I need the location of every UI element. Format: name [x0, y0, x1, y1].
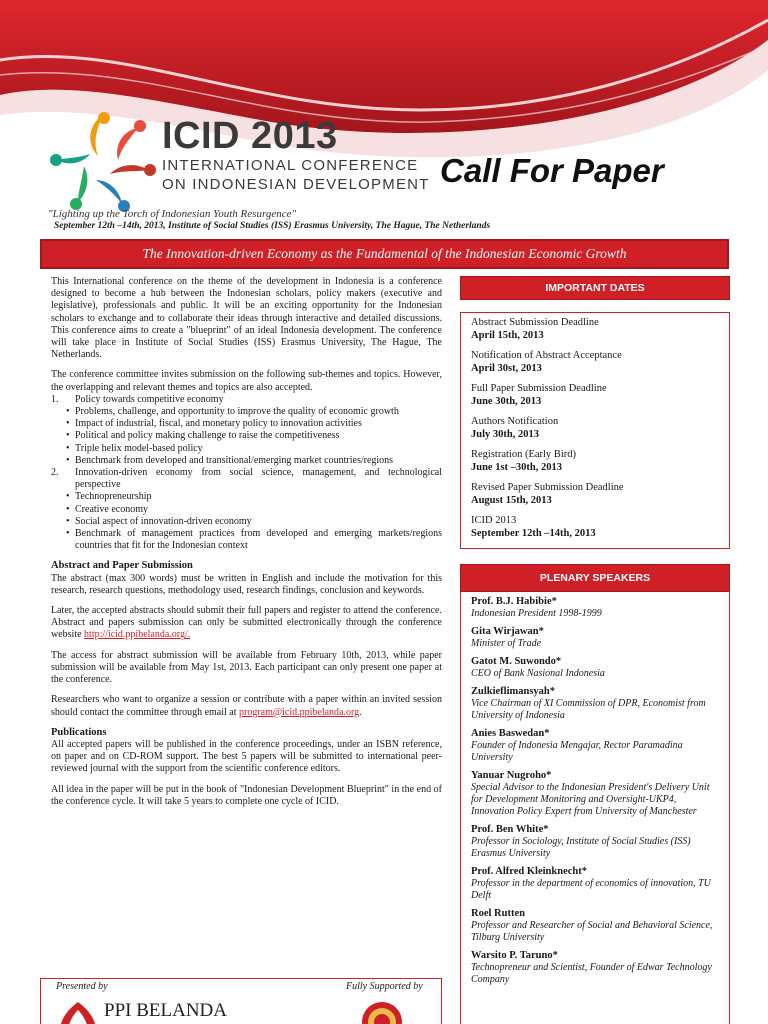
speaker-name: Anies Baswedan*: [471, 728, 550, 739]
date-label: Notification of Abstract Acceptance: [471, 350, 622, 361]
call-for-paper-title: Call For Paper: [440, 152, 664, 189]
speaker-role: Indonesian President 1998-1999: [471, 608, 602, 619]
plenary-speakers-box: [460, 592, 730, 1024]
speaker-name: Gita Wirjawan*: [471, 626, 544, 637]
ppi-belanda-logo-icon: [56, 998, 100, 1024]
publications-paragraph: All accepted papers will be published in the conference proceedings, under an ISBN reference, on paper and on CD-ROM support. The best 5 papers will be submitted to international peer-reviewed journal with the support from the scientific conference editors.: [51, 738, 442, 775]
date-label: Full Paper Submission Deadline: [471, 383, 607, 394]
date-value: July 30th, 2013: [471, 428, 539, 440]
speaker-item: [471, 866, 719, 902]
speaker-role: Special Advisor to the Indonesian President's Delivery Unit for Development Monitoring and Oversight-UKP4, Innovation Policy Expert from University of Manchester: [471, 782, 710, 817]
intro-paragraph: This International conference on the theme of the development in Indonesia is a conference designed to become a hub between the Indonesian scholars, policy makers (executive and legislative), professionals and public. It will be an exciting opportunity for the Indonesian scholars to exchange and to collaborate their ideas through interactive and detailed discussions. This conference aims to create a "blueprint" of an ideal Indonesia development. The conference will take place in Institute of Social Studies (ISS) Erasmus University, The Hague, The Netherlands.: [51, 276, 442, 361]
speaker-role: Vice Chairman of XI Commission of DPR, Economist from University of Indonesia: [471, 698, 706, 721]
speaker-name: Yanuar Nugroho*: [471, 770, 552, 781]
speaker-name: Prof. B.J. Habibie*: [471, 596, 557, 607]
venue-line: September 12th –14th, 2013, Institute of Social Studies (ISS) Erasmus University, The Hague, The Netherlands: [54, 221, 491, 231]
topic-list: [51, 491, 442, 552]
program-email-link[interactable]: program@icid.ppibelanda.org: [239, 706, 360, 718]
speaker-role: Technopreneur and Scientist, Founder of Edwar Technology Company: [471, 962, 712, 985]
invite-paragraph: The conference committee invites submission on the following sub-themes and topics. However, the overlapping and relevant themes and topics are also accepted.: [51, 369, 442, 393]
submission-paragraph: The abstract (max 300 words) must be written in English and include the motivation for this research, research questions, methodology used, research findings, conclusion and keywords.: [51, 572, 442, 596]
brand-subtitle-line1: INTERNATIONAL CONFERENCE: [162, 157, 419, 174]
topic-item: • Triple helix model-based policy: [51, 443, 442, 455]
submission-text: Later, the accepted abstracts should submit their full papers and register to attend the conference. Abstract and papers submission can only be submitted electronically through the conference website: [51, 605, 442, 641]
speaker-role: Minister of Trade: [471, 638, 542, 649]
date-value: August 15th, 2013: [471, 494, 552, 506]
topic-item: • Political and policy making challenge to raise the competitiveness: [51, 430, 442, 442]
speaker-item: [471, 770, 719, 818]
main-content: [51, 276, 442, 816]
topic-item: • Technopreneurship: [51, 491, 442, 503]
speaker-role: Professor in the department of economics of innovation, TU Delft: [471, 878, 711, 901]
conference-website-link[interactable]: http://icid.ppibelanda.org/.: [84, 629, 191, 641]
speaker-role: CEO of Bank Nasional Indonesia: [471, 668, 605, 679]
date-value: September 12th –14th, 2013: [471, 527, 596, 539]
date-value: April 30st, 2013: [471, 362, 542, 374]
theme-number: 1.: [51, 393, 59, 405]
theme-number: 2.: [51, 467, 59, 479]
theme-title: Innovation-driven economy from social science, management, and technological perspective: [75, 467, 442, 491]
topic-list: [51, 406, 442, 467]
session-text: Researchers who want to organize a session or contribute with a paper within an invited session should contact the committee through email at: [51, 694, 442, 718]
theme-item: [51, 394, 442, 467]
date-label: Registration (Early Bird): [471, 449, 576, 460]
topic-item: • Benchmark from developed and transitional/emerging market countries/regions: [51, 455, 442, 467]
presented-by-label: Presented by: [56, 981, 108, 992]
date-label: ICID 2013: [471, 515, 517, 526]
brand-block: [162, 116, 430, 194]
important-dates-box: [460, 312, 730, 549]
blueprint-paragraph: All idea in the paper will be put in the book of "Indonesian Development Blueprint" in the end of the conference cycle. It will take 5 years to complete one cycle of ICID.: [51, 783, 442, 807]
icid-logo-icon: [48, 104, 160, 216]
date-label: Authors Notification: [471, 416, 559, 427]
brand-title: ICID 2013: [162, 115, 338, 157]
date-item: [471, 449, 719, 474]
access-paragraph: The access for abstract submission will be available from February 10th, 2013, while paper submission will be available from May 1st, 2013. Each participant can only present one paper at the conference.: [51, 649, 442, 686]
topic-item: • Creative economy: [51, 504, 442, 516]
date-item: [471, 383, 719, 408]
tagline: "Lighting up the Torch of Indonesian Youth Resurgence": [48, 208, 297, 220]
session-paragraph: [51, 694, 442, 718]
date-item: [471, 350, 719, 375]
themes-list: [51, 394, 442, 553]
speaker-name: Zulkieflimansyah*: [471, 686, 556, 697]
ppi-belanda-name: PPI BELANDA: [104, 1000, 227, 1021]
speaker-name: Warsito P. Taruno*: [471, 950, 558, 961]
speaker-item: [471, 824, 719, 860]
date-label: Abstract Submission Deadline: [471, 317, 599, 328]
speaker-role: Professor and Researcher of Social and Behavioral Science, Tilburg University: [471, 920, 713, 943]
speaker-role: Founder of Indonesia Mengajar, Rector Paramadina University: [471, 740, 683, 763]
topic-item: • Problems, challenge, and opportunity to improve the quality of economic growth: [51, 406, 442, 418]
topic-item: • Social aspect of innovation-driven economy: [51, 516, 442, 528]
submission-heading: Abstract and Paper Submission: [51, 560, 193, 572]
date-value: June 30th, 2013: [471, 395, 542, 407]
speaker-item: [471, 950, 719, 986]
publications-heading: Publications: [51, 726, 107, 738]
important-dates-heading: IMPORTANT DATES: [460, 276, 730, 300]
date-value: April 15th, 2013: [471, 329, 544, 341]
speaker-item: [471, 908, 719, 944]
plenary-speakers-heading: PLENARY SPEAKERS: [460, 564, 730, 592]
supported-by-label: Fully Supported by: [346, 981, 423, 992]
theme-title: Policy towards competitive economy: [75, 393, 224, 405]
speaker-name: Roel Rutten: [471, 908, 525, 919]
speaker-item: [471, 728, 719, 764]
speaker-name: Gatot M. Suwondo*: [471, 656, 562, 667]
date-item: [471, 317, 719, 342]
date-item: [471, 416, 719, 441]
brand-subtitle-line2: ON INDONESIAN DEVELOPMENT: [162, 176, 430, 193]
email-suffix: .: [359, 706, 362, 718]
supporter-seal-icon: [362, 998, 402, 1024]
speaker-name: Prof. Ben White*: [471, 824, 549, 835]
speaker-item: [471, 626, 719, 650]
topic-item: • Benchmark of management practices from developed and emerging markets/regions countries that fit for the Indonesian context: [51, 528, 442, 552]
speaker-name: Prof. Alfred Kleinknecht*: [471, 866, 587, 877]
date-item: [471, 482, 719, 507]
speaker-item: [471, 596, 719, 620]
theme-banner: The Innovation-driven Economy as the Fundamental of the Indonesian Economic Growth: [40, 239, 729, 269]
speaker-role: Professor in Sociology, Institute of Social Studies (ISS) Erasmus University: [471, 836, 691, 859]
date-value: June 1st –30th, 2013: [471, 461, 563, 473]
date-label: Revised Paper Submission Deadline: [471, 482, 624, 493]
speaker-item: [471, 686, 719, 722]
date-item: [471, 515, 719, 540]
speaker-item: [471, 656, 719, 680]
topic-item: • Impact of industrial, fiscal, and monetary policy to innovation activities: [51, 418, 442, 430]
submission-paragraph-2: [51, 605, 442, 642]
theme-item: [51, 467, 442, 552]
